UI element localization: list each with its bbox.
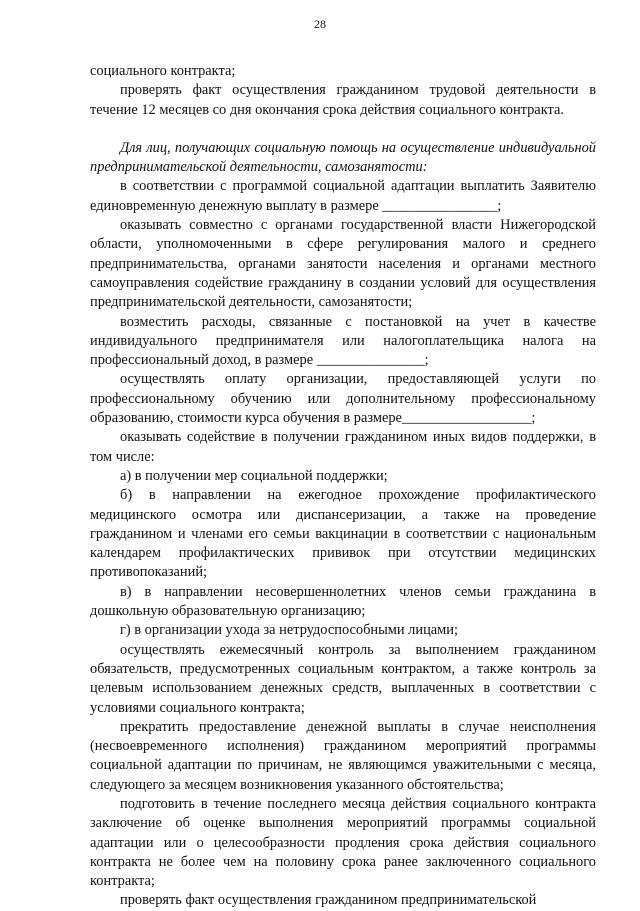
paragraph: возместить расходы, связанные с постановкой на учет в качестве индивидуального предпринимателя или налогоплательщика налога на профессиональный доход, в размере _______________; — [90, 313, 596, 369]
paragraph: б) в направлении на ежегодное прохождение профилактического медицинского осмотра или диспансеризации, а также на проведение гражданином и членами его семьи вакцинации в соответствии с национальным календарем профилактических прививок при отсутствии медицинских противопоказаний; — [90, 487, 596, 581]
paragraph: г) в организации ухода за нетрудоспособными лицами; — [120, 622, 458, 639]
paragraph: прекратить предоставление денежной выплаты в случае неисполнения (несвоевременного исполнения) гражданином мероприятий программы социальной адаптации по причинам, не являющимся уважительными с месяца, следующего за месяцем возникновения указанного обстоятельства; — [90, 718, 596, 793]
paragraph: осуществлять оплату организации, предоставляющей услуги по профессиональному обучению или дополнительному профессиональному образованию, стоимости курса обучения в размере__________________; — [90, 371, 596, 427]
paragraph: проверять факт осуществления гражданином трудовой деятельности в течение 12 месяцев со дня окончания срока действия социального контракта. — [90, 82, 596, 118]
paragraph: в) в направлении несовершеннолетних членов семьи гражданина в дошкольную образовательную организацию; — [90, 583, 596, 620]
page-number: 28 — [314, 17, 326, 31]
paragraph: оказывать содействие в получении гражданином иных видов поддержки, в том числе: — [90, 429, 596, 465]
paragraph: проверять факт осуществления гражданином предпринимательской — [120, 892, 537, 909]
paragraph: осуществлять ежемесячный контроль за выполнением гражданином обязательств, предусмотренных социальным контрактом, а также контроль за целевым использованием денежных средств, выплаченных в соответствии с условиями социального контракта; — [90, 641, 596, 716]
paragraph: в соответствии с программой социальной адаптации выплатить Заявителю единовременную денежную выплату в размере ________________; — [90, 178, 596, 214]
paragraph: подготовить в течение последнего месяца действия социального контракта заключение об оценке выполнения мероприятий программы социальной адаптации или о целесообразности продления срока действия социального контракта не более чем на половину срока ранее заключенного социального контракта; — [90, 795, 596, 890]
paragraph-spacer — [90, 120, 596, 139]
paragraph: а) в получении мер социальной поддержки; — [120, 467, 388, 484]
paragraph: социального контракта; — [90, 63, 236, 79]
paragraph: оказывать совместно с органами государственной власти Нижегородской области, уполномоченными в сфере регулирования малого и среднего предпринимательства, органами занятости населения и органами местного самоуправления содействие гражданину в создании условий для осуществления предпринимательской деятельности, самозанятости; — [90, 217, 596, 311]
section-heading: Для лиц, получающих социальную помощь на осуществление индивидуальной предпринимательской деятельности, самозанятости: — [90, 139, 596, 176]
document-body — [90, 62, 596, 911]
